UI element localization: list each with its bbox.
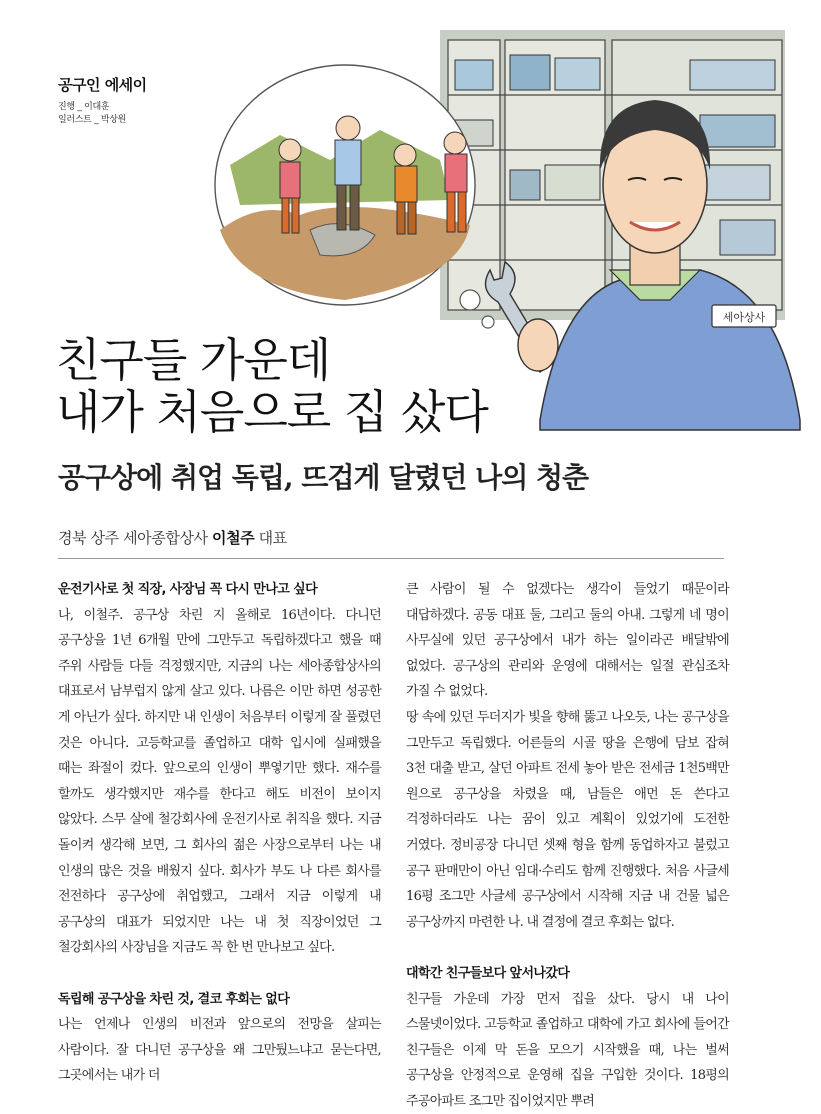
article-column-right bbox=[406, 577, 729, 1114]
article-subtitle: 공구상에 취업 독립, 뜨겁게 달렸던 나의 청춘 bbox=[58, 456, 588, 496]
section-heading: 독립해 공구상을 차린 것, 결코 후회는 없다 bbox=[58, 987, 381, 1013]
article-title bbox=[56, 334, 488, 438]
credit-editor: 진행 _ 이대훈 bbox=[58, 101, 126, 114]
paragraph: 큰 사람이 될 수 없겠다는 생각이 들었기 때문이라 대답하겠다. 공동 대표 둘, 그리고 둘의 아내. 그렇게 네 명이 사무실에 있던 공구상에서 내가 하는 일이라곤 배달밖에 없었다. 공구상의 관리와 운영에 대해서는 일절 관심조차 가질 수 없었다. bbox=[406, 577, 729, 705]
byline-company: 경북 상주 세아종합상사 bbox=[58, 529, 208, 547]
credit-illustrator: 일러스트 _ 박상원 bbox=[58, 114, 126, 127]
paragraph: 친구들 가운데 가장 먼저 집을 샀다. 당시 내 나이 스물넷이었다. 고등학교 졸업하고 대학에 가고 회사에 들어간 친구들은 이제 막 돈을 모으기 시작했을 때, 나는 벌써 공구상을 안정적으로 운영해 집을 구입한 것이다. 18평의 주공아파트 조그만 집이었지만 뿌려 bbox=[406, 987, 729, 1114]
section-heading: 대학간 친구들보다 앞서나갔다 bbox=[406, 961, 729, 987]
title-line-1: 친구들 가운데 bbox=[56, 334, 488, 386]
series-label: 공구인 에세이 bbox=[58, 74, 147, 95]
byline-author: 이철주 bbox=[212, 529, 254, 547]
title-line-2: 내가 처음으로 집 샀다 bbox=[56, 386, 488, 438]
paragraph: 땅 속에 있던 두더지가 빛을 향해 뚫고 나오듯, 나는 공구상을 그만두고 독립했다. 어른들의 시골 땅을 은행에 담보 잡혀 3천 대출 받고, 살던 아파트 전세 놓아 받은 전세금 1천5백만 원으로 공구상을 차렸을 때, 남들은 애먼 돈 쓴다고 걱정하더라도 나는 꿈이 있고 계획이 있었기에 도전한 거였다. 정비공장 다니던 셋째 형을 함께 동업하자고 불렀고 공구 판매만이 아닌 임대·수리도 함께 진행했다. 처음 사글세 16평 조그만 사글세 공구상에서 시작해 지금 내 건물 넓은 공구상까지 마련한 나. 내 결정에 결코 후회는 없다. bbox=[406, 705, 729, 935]
paragraph: 나는 언제나 인생의 비전과 앞으로의 전망을 살피는 사람이다. 잘 다니던 공구상을 왜 그만뒀느냐고 묻는다면, 그곳에서는 내가 더 bbox=[58, 1012, 381, 1089]
credits bbox=[58, 101, 126, 127]
byline-role: 대표 bbox=[259, 529, 287, 547]
section-heading: 운전기사로 첫 직장, 사장님 꼭 다시 만나고 싶다 bbox=[58, 577, 381, 603]
article-column-left bbox=[58, 577, 381, 1089]
paragraph: 나, 이철주. 공구상 차린 지 올해로 16년이다. 다니던 공구상을 1년 6개월 만에 그만두고 독립하겠다고 했을 때 주위 사람들 다들 걱정했지만, 지금의 나는 세아종합상사의 대표로서 남부럽지 않게 살고 있다. 나름은 이만 하면 성공한 게 아닌가 싶다. 하지만 내 인생이 처음부터 이렇게 잘 풀렸던 것은 아니다. 고등학교를 졸업하고 대학 입시에 실패했을 때는 좌절이 컸다. 앞으로의 인생이 뿌옇기만 했다. 재수를 할까도 생각했지만 재수를 한다고 해도 비전이 보이지 않았다. 스무 살에 철강회사에 운전기사로 취직을 했다. 지금 돌이켜 생각해 보면, 그 회사의 젊은 사장으로부터 나는 내 인생의 많은 것을 배웠지 싶다. 회사가 부도 나 다른 회사를 전전하다 공구상에 취업했고, 그래서 지금 이렇게 내 공구상의 대표가 되었지만 나는 내 첫 직장이었던 그 철강회사의 사장님을 지금도 꼭 한 번 만나보고 싶다. bbox=[58, 603, 381, 961]
divider bbox=[58, 558, 724, 559]
shirt-label: 세아상사 bbox=[723, 310, 766, 324]
byline bbox=[58, 527, 287, 548]
